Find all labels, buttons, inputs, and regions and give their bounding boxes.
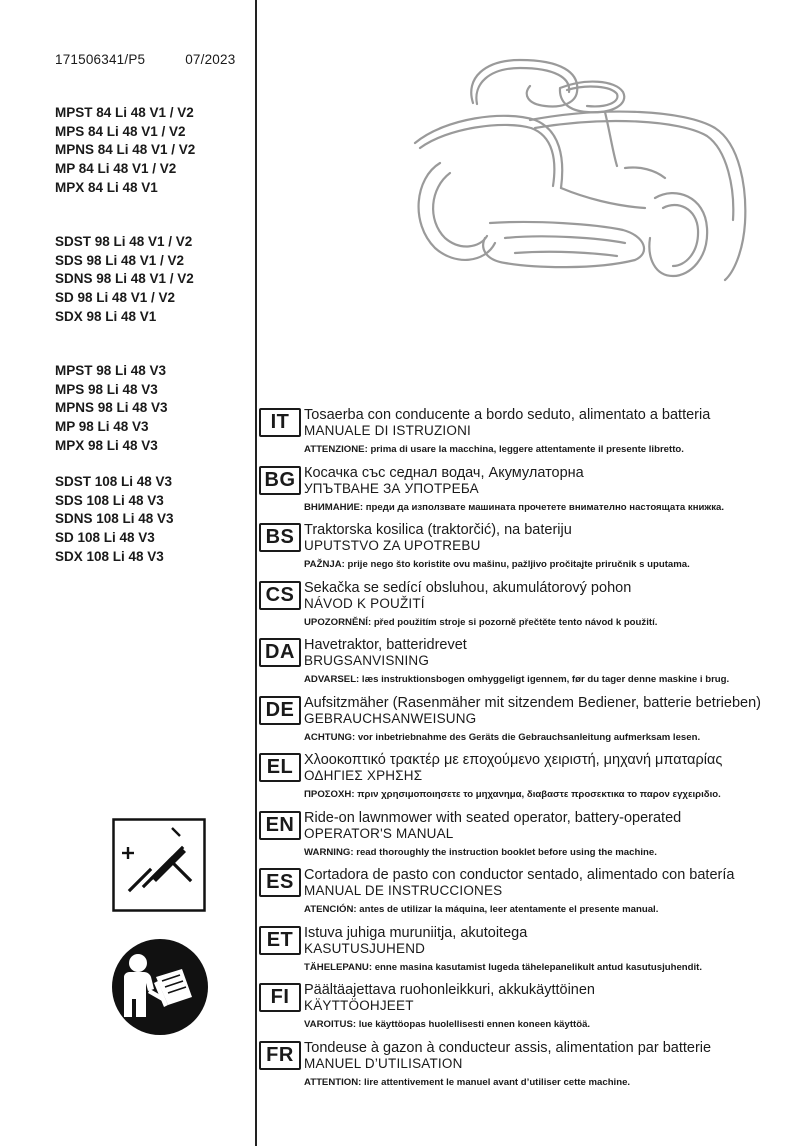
language-code: IT xyxy=(259,408,301,437)
language-code: EL xyxy=(259,753,301,782)
model-name: SD 98 Li 48 V1 / V2 xyxy=(55,290,176,306)
ride-on-mower-illustration xyxy=(355,48,755,288)
language-code: DA xyxy=(259,638,301,667)
language-entry-bg xyxy=(259,463,799,521)
model-group-1 xyxy=(55,104,255,198)
model-name: MP 84 Li 48 V1 / V2 xyxy=(55,161,177,177)
language-code: BG xyxy=(259,466,301,495)
model-name: MPX 84 Li 48 V1 xyxy=(55,179,158,195)
manual-name: MANUALE DI ISTRUZIONI xyxy=(304,423,471,438)
read-manual-icon xyxy=(110,937,210,1037)
manual-name: KÄYTTÖOHJEET xyxy=(304,998,414,1013)
language-entry-da xyxy=(259,635,799,693)
product-title: Havetraktor, batteridrevet xyxy=(304,637,467,653)
product-title: Päältäajettava ruohonleikkuri, akkukäyttöinen xyxy=(304,982,595,998)
manual-name: ΟΔΗΓΙΕΣ ΧΡΗΣΗΣ xyxy=(304,768,423,783)
manual-name: UPUTSTVO ZA UPOTREBU xyxy=(304,538,481,553)
manual-name: MANUEL D’UTILISATION xyxy=(304,1055,463,1071)
warning-text: ATENCIÓN: antes de utilizar la máquina, leer atentamente el presente manual. xyxy=(304,904,659,915)
language-code: BS xyxy=(259,523,301,552)
language-entry-en xyxy=(259,808,799,866)
manual-name: KASUTUSJUHEND xyxy=(304,940,426,956)
product-title: Traktorska kosilica (traktorčić), na bateriju xyxy=(304,522,572,538)
model-name: SD 108 Li 48 V3 xyxy=(55,530,155,546)
language-entry-es xyxy=(259,865,799,923)
manual-name: NÁVOD K POUŽITÍ xyxy=(304,595,425,611)
product-title: Χλοοκοπτικό τρακτέρ με εποχούμενο χειριστή, μηχανή μπαταρίας xyxy=(304,752,723,768)
model-name: SDS 98 Li 48 V1 / V2 xyxy=(55,252,185,268)
warning-text: ВНИМАНИЕ: преди да използвате машината прочетете внимателно настоящата книжка. xyxy=(304,501,724,513)
warning-text: ATTENZIONE: prima di usare la macchina, leggere attentamente il presente libretto. xyxy=(304,444,684,455)
document-reference xyxy=(55,52,235,67)
language-entry-it xyxy=(259,405,799,463)
warning-text: PAŽNJA: prije nego što koristite ovu mašinu, pažljivo pročitajte priručnik s uputama. xyxy=(304,559,690,570)
language-code: FR xyxy=(259,1041,301,1070)
manual-name: УПЪТВАНЕ ЗА УПОТРЕБА xyxy=(304,480,479,496)
product-title: Cortadora de pasto con conductor sentado, alimentado con batería xyxy=(304,867,735,883)
warning-text: UPOZORNĚNÍ: před použitím stroje si pozorně přečtěte tento návod k použití. xyxy=(304,616,658,628)
model-name: SDST 108 Li 48 V3 xyxy=(55,474,173,489)
manual-name: OPERATOR'S MANUAL xyxy=(304,825,454,841)
vertical-divider xyxy=(255,0,257,1146)
product-title: Tosaerba con conducente a bordo seduto, alimentato a batteria xyxy=(304,407,711,423)
model-name: MPS 84 Li 48 V1 / V2 xyxy=(55,123,186,139)
language-entry-de xyxy=(259,693,799,751)
language-code: FI xyxy=(259,983,301,1012)
model-name: MPS 98 Li 48 V3 xyxy=(55,381,158,397)
model-name: MPX 98 Li 48 V3 xyxy=(55,437,158,453)
model-name: SDX 98 Li 48 V1 xyxy=(55,308,157,324)
product-title: Istuva juhiga muruniitja, akutoitega xyxy=(304,924,528,941)
language-entry-el xyxy=(259,750,799,808)
language-code: EN xyxy=(259,811,301,840)
product-title: Косачка със седнал водач, Акумулаторна xyxy=(304,464,584,481)
model-name: MPNS 98 Li 48 V3 xyxy=(55,400,168,416)
model-group-4 xyxy=(55,473,255,567)
model-name: MPST 98 Li 48 V3 xyxy=(55,363,167,378)
warning-text: ADVARSEL: læs instruktionsbogen omhyggeligt igennem, før du tager denne maskine i brug. xyxy=(304,674,730,685)
model-group-3 xyxy=(55,362,255,456)
language-code: ES xyxy=(259,868,301,897)
language-code: ET xyxy=(259,926,301,955)
battery-polarity-icon xyxy=(112,818,206,912)
product-title: Sekačka se sedící obsluhou, akumulátorový pohon xyxy=(304,579,632,596)
warning-text: ACHTUNG: vor inbetriebnahme des Geräts die Gebrauchsanleitung aufmerksam lesen. xyxy=(304,731,701,743)
manual-name: MANUAL DE INSTRUCCIONES xyxy=(304,883,503,898)
product-title: Tondeuse à gazon à conducteur assis, alimentation par batterie xyxy=(304,1039,712,1056)
model-name: MP 98 Li 48 V3 xyxy=(55,419,149,435)
language-code: CS xyxy=(259,581,301,610)
model-name: SDNS 108 Li 48 V3 xyxy=(55,511,174,527)
model-group-2 xyxy=(55,233,255,327)
model-name: MPNS 84 Li 48 V1 / V2 xyxy=(55,142,196,158)
language-entry-fr xyxy=(259,1038,799,1096)
manual-name: BRUGSANVISNING xyxy=(304,653,430,668)
language-code: DE xyxy=(259,696,301,725)
language-entry-et xyxy=(259,923,799,981)
warning-text: ΠΡΟΣΟΧΗ: πριν χρησιμοποιησετε το μηχανημα, διαβαστε προσεκτικα το παρον εγχειριδιο. xyxy=(304,789,721,800)
warning-text: VAROITUS: lue käyttöopas huolellisesti ennen koneen käyttöä. xyxy=(304,1019,591,1030)
language-entry-bs xyxy=(259,520,799,578)
language-entry-cs xyxy=(259,578,799,636)
model-name: SDX 108 Li 48 V3 xyxy=(55,548,164,564)
warning-text: WARNING: read thoroughly the instruction booklet before using the machine. xyxy=(304,846,657,858)
language-list xyxy=(259,405,799,1095)
language-entry-fi xyxy=(259,980,799,1038)
product-title: Aufsitzmäher (Rasenmäher mit sitzendem Bediener, batterie betrieben) xyxy=(304,694,761,711)
model-name: MPST 84 Li 48 V1 / V2 xyxy=(55,105,194,120)
model-name: SDNS 98 Li 48 V1 / V2 xyxy=(55,271,194,287)
model-name: SDS 108 Li 48 V3 xyxy=(55,492,164,508)
warning-text: ATTENTION: lire attentivement le manuel avant d’utiliser cette machine. xyxy=(304,1076,631,1088)
manual-name: GEBRAUCHSANWEISUNG xyxy=(304,710,477,726)
model-name: SDST 98 Li 48 V1 / V2 xyxy=(55,234,193,249)
document-date: 07/2023 xyxy=(185,52,236,67)
warning-text: TÄHELEPANU: enne masina kasutamist lugeda tähelepanelikult antud kasutusjuhendit. xyxy=(304,961,703,973)
document-number: 171506341/P5 xyxy=(55,52,146,67)
product-title: Ride-on lawnmower with seated operator, battery-operated xyxy=(304,809,682,826)
